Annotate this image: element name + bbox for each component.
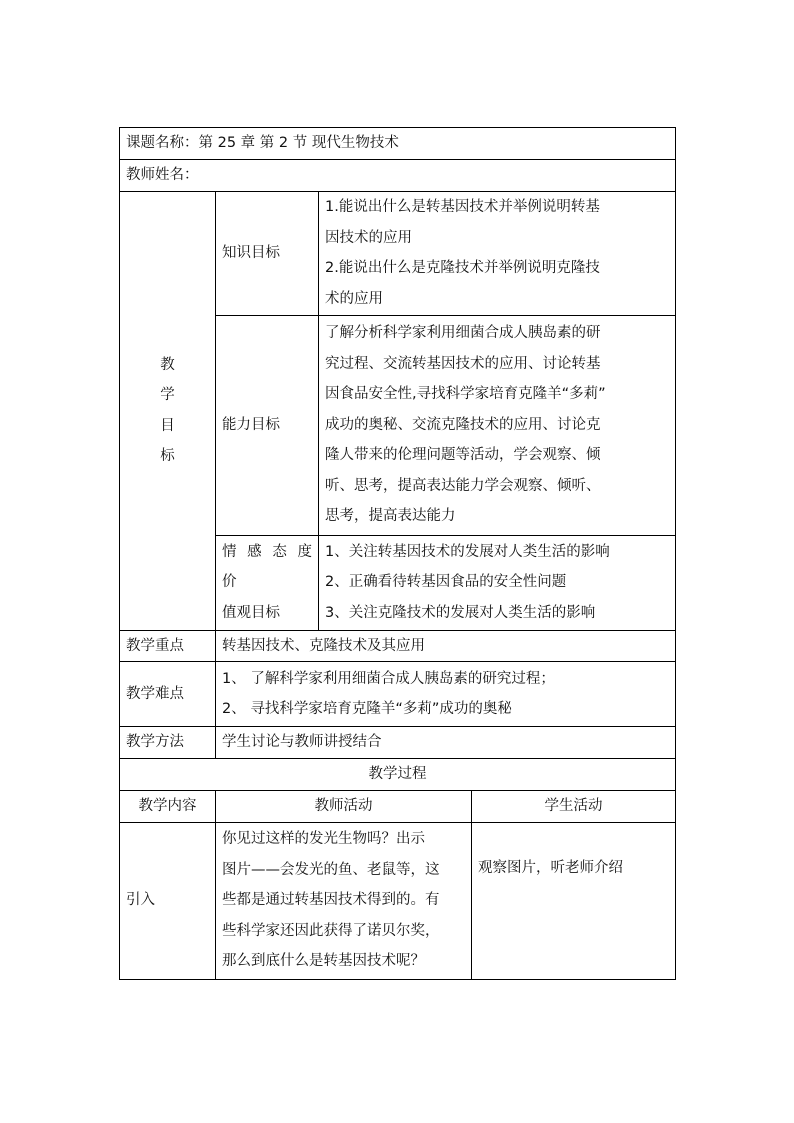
column-header-content: 教学内容 bbox=[120, 790, 216, 822]
table-row bbox=[120, 822, 676, 979]
ability-goal-label: 能力目标 bbox=[216, 315, 319, 535]
knowledge-goal-text: 1.能说出什么是转基因技术并举例说明转基 因技术的应用 2.能说出什么是克隆技术并举例说明克隆技 术的应用 bbox=[319, 191, 676, 315]
difficulties-text: 1、 了解科学家利用细菌合成人胰岛素的研究过程； 2、 寻找科学家培育克隆羊“多莉”成功的奥秘 bbox=[216, 662, 676, 727]
title-row bbox=[120, 128, 676, 160]
method-row bbox=[120, 727, 676, 759]
emotion-goal-text: 1、关注转基因技术的发展对人类生活的影响 2、正确看待转基因食品的安全性问题 3、关注克隆技术的发展对人类生活的影响 bbox=[319, 535, 676, 630]
ability-goal-text: 了解分析科学家利用细菌合成人胰岛素的研 究过程、交流转基因技术的应用、讨论转基 因食品安全性,寻找科学家培育克隆羊“多莉” 成功的奥秘、交流克隆技术的应用、讨论克 隆人带来的伦理问题等活动，学会观察、倾 听、思考，提高表达能力学会观察、倾听、 思考，提高表达能力 bbox=[319, 315, 676, 535]
column-header-student: 学生活动 bbox=[472, 790, 676, 822]
emotion-goal-label: 情 感 态 度 价 值观目标 bbox=[216, 535, 319, 630]
knowledge-goal-label: 知识目标 bbox=[216, 191, 319, 315]
row-content: 引入 bbox=[120, 822, 216, 979]
course-title: 课题名称：第 25 章 第 2 节 现代生物技术 bbox=[120, 128, 676, 160]
teacher-row bbox=[120, 159, 676, 191]
objectives-label: 教 学 目 标 bbox=[120, 191, 216, 630]
process-header-row bbox=[120, 790, 676, 822]
key-points-value: 转基因技术、克隆技术及其应用 bbox=[216, 630, 676, 662]
process-title-row bbox=[120, 758, 676, 790]
process-title: 教学过程 bbox=[120, 758, 676, 790]
key-points-label: 教学重点 bbox=[120, 630, 216, 662]
knowledge-row bbox=[120, 191, 676, 315]
difficulties-row bbox=[120, 662, 676, 727]
column-header-teacher: 教师活动 bbox=[216, 790, 472, 822]
key-points-row bbox=[120, 630, 676, 662]
method-value: 学生讨论与教师讲授结合 bbox=[216, 727, 676, 759]
row-teacher-activity: 你见过这样的发光生物吗？出示 图片——会发光的鱼、老鼠等，这 些都是通过转基因技术得到的。有 些科学家还因此获得了诺贝尔奖， 那么到底什么是转基因技术呢？ bbox=[216, 822, 472, 979]
lesson-plan-table bbox=[119, 127, 676, 980]
teacher-name: 教师姓名： bbox=[120, 159, 676, 191]
difficulties-label: 教学难点 bbox=[120, 662, 216, 727]
method-label: 教学方法 bbox=[120, 727, 216, 759]
row-student-activity: 观察图片，听老师介绍 bbox=[472, 822, 676, 979]
